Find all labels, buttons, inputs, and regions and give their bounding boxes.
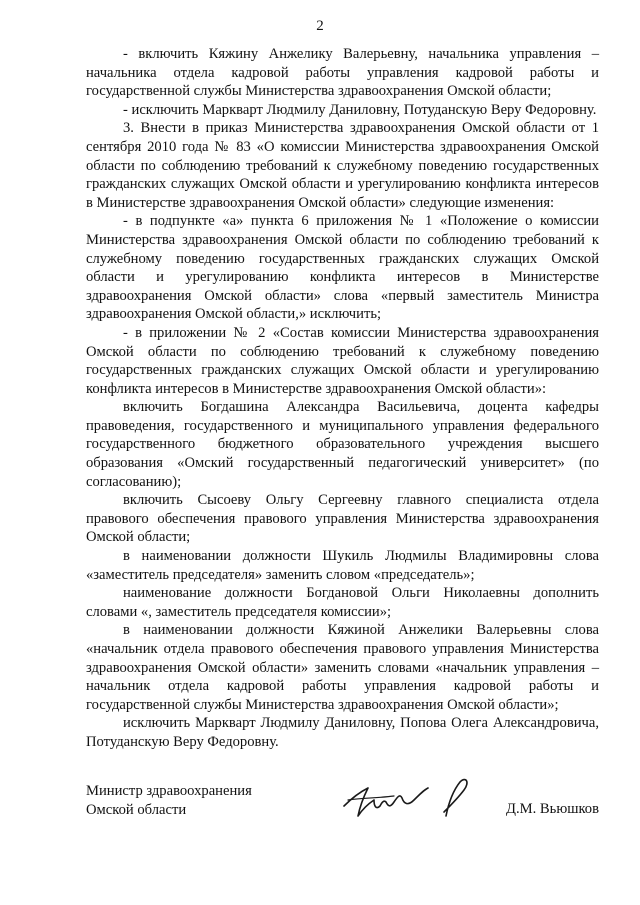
page-number: 2 xyxy=(316,18,324,34)
paragraph: в наименовании должности Шукиль Людмилы Владимировны слова «заместитель председателя» заменить словом «председатель»; xyxy=(86,548,599,583)
signature-block xyxy=(86,782,599,842)
paragraph: в наименовании должности Кяжиной Анжелики Валерьевны слова «начальник отдела правового обеспечения правового управления Министерства здравоохранения Омской области» заменить словами «начальник управления – начальник отдела кадровой работы управления кадровой работы и государственной службы Министерства здравоохранения Омской области»; xyxy=(86,622,599,713)
paragraph: наименование должности Богдановой Ольги Николаевны дополнить словами «, заместитель председателя комиссии»; xyxy=(86,585,599,620)
paragraph: включить Сысоеву Ольгу Сергеевну главного специалиста отдела правового обеспечения правового управления Министерства здравоохранения Омской области; xyxy=(86,492,599,546)
handwritten-signature xyxy=(338,776,478,826)
signer-title-line: Министр здравоохранения xyxy=(86,783,252,799)
signer-name: Д.М. Вьюшков xyxy=(506,801,599,817)
document-body xyxy=(86,45,599,752)
paragraph: 3. Внести в приказ Министерства здравоохранения Омской области от 1 сентября 2010 года № 83 «О комиссии Министерства здравоохранения Омской области по соблюдению требований к служебному поведению государственных гражданских служащих Омской области и урегулированию конфликта интересов в Министерстве здравоохранения Омской области» следующие изменения: xyxy=(86,120,599,211)
paragraph: - исключить Маркварт Людмилу Даниловну, Потуданскую Веру Федоровну. xyxy=(123,101,597,118)
paragraph: - в подпункте «а» пункта 6 приложения № 1 «Положение о комиссии Министерства здравоохранения Омской области по соблюдению требований к служебному поведению государственных гражданских служащих Омской области и урегулированию конфликта интересов в Министерстве здравоохранения Омской области» слова «первый заместитель Министра здравоохранения Омской области,» исключить; xyxy=(86,213,599,323)
signer-title-line: Омской области xyxy=(86,801,187,818)
paragraph: включить Богдашина Александра Васильевича, доцента кафедры правоведения, государственного и муниципального управления федерального государственного бюджетного образовательного учреждения высшего образования «Омский государственный педагогический университет» (по согласованию); xyxy=(86,399,599,490)
paragraph: - в приложении № 2 «Состав комиссии Министерства здравоохранения Омской области по соблюдению требований к служебному поведению государственных гражданских служащих Омской области и урегулированию конфликта интересов в Министерстве здравоохранения Омской области»: xyxy=(86,324,599,397)
paragraph: - включить Кяжину Анжелику Валерьевну, начальника управления – начальника отдела кадровой работы управления кадровой работы и государственной службы Министерства здравоохранения Омской области; xyxy=(86,46,599,100)
signer-title xyxy=(86,782,252,819)
paragraph: исключить Маркварт Людмилу Даниловну, Попова Олега Александровича, Потуданскую Веру Федоровну. xyxy=(86,715,599,750)
